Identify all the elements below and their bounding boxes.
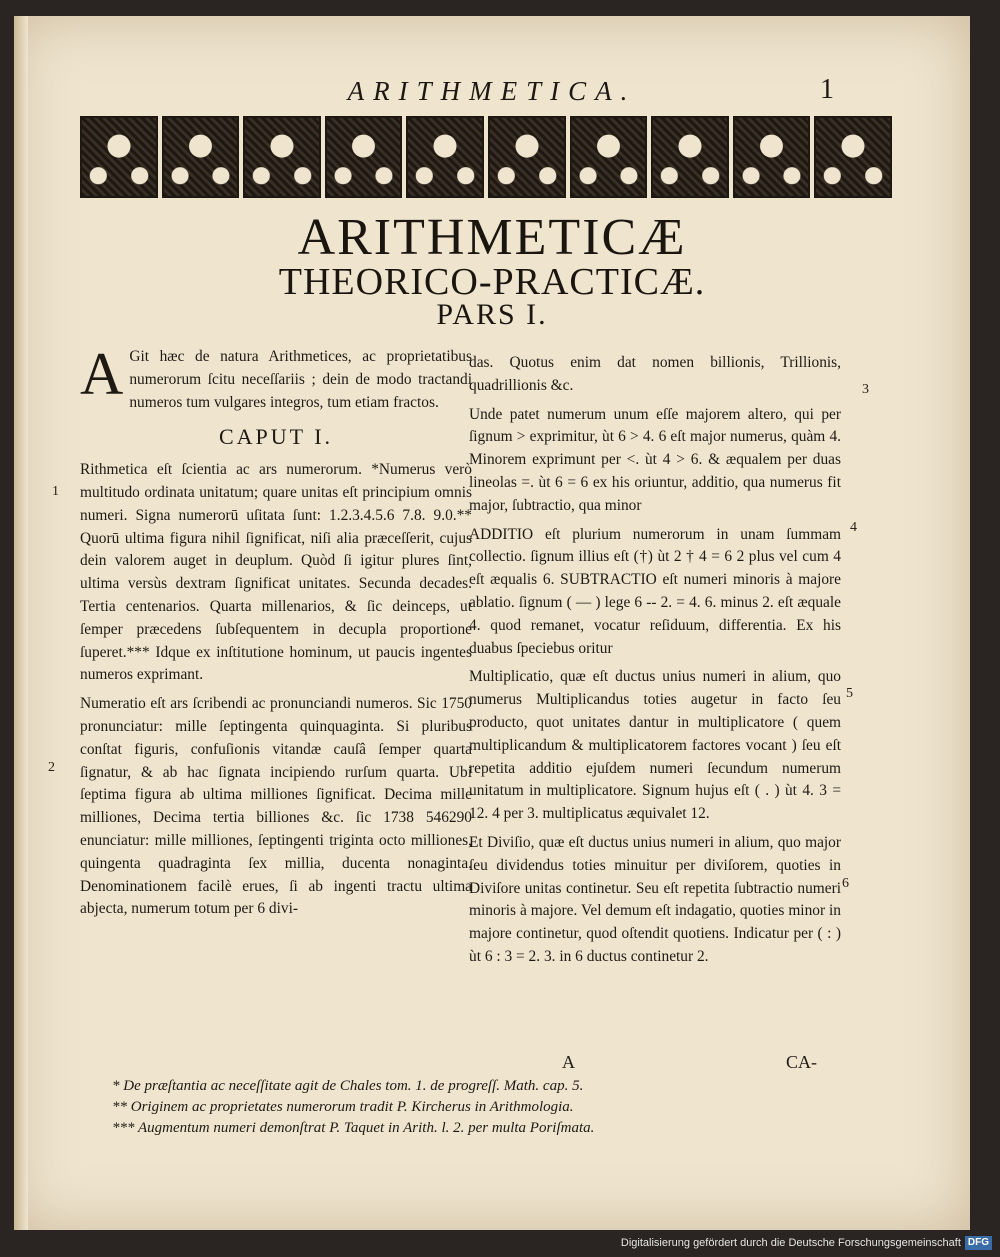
ornament-tile (80, 116, 158, 198)
ornament-tile (733, 116, 811, 198)
drop-cap: A (80, 341, 124, 407)
digitization-text: Digitalisierung gefördert durch die Deutsche Forschungsgemeinschaft (620, 1237, 961, 1249)
margin-note: 3 (862, 382, 869, 397)
ornament-tile (325, 116, 403, 198)
running-head: ARITHMETICA. (347, 76, 637, 106)
title-line-1: ARITHMETICÆ (297, 209, 687, 266)
paragraph-continuation: das. Quotus enim dat nomen billionis, Trillionis, quadrillionis &c. (469, 354, 841, 394)
ornament-tile (243, 116, 321, 198)
book-page (14, 16, 970, 1230)
title-line-3: PARS I. (436, 298, 548, 331)
ornament-tile (570, 116, 648, 198)
catchword: CA- (786, 1052, 817, 1072)
intro-paragraph (80, 341, 472, 414)
margin-note: 1 (52, 484, 59, 499)
margin-note: 4 (850, 520, 857, 535)
ornament-tile (488, 116, 566, 198)
margin-note: 5 (846, 686, 853, 701)
ornament-tile (162, 116, 240, 198)
page-number: 1 (820, 74, 834, 105)
chapter-heading: CAPUT I. (218, 424, 334, 450)
paragraph-multiplicatio: Multiplicatio, quæ eſt ductus unius numeri in alium, quo numerus Multiplicandus toties augetur in facto ſeu producto, quot unitates dantur in multiplicatore ( quem multiplicandum & multiplicatorem factores vocant ) ſeu eſt repetita additio ejuſdem numeri ſecundum numerum unitatum in multiplicatore. Signum hujus eſt ( . ) ùt 4. 3 = 12. 4 per 3. multiplicatus æquivalet 12. (469, 668, 841, 823)
ornament-tile (814, 116, 892, 198)
intro-text: Git hæc de natura Arithmetices, ac proprietatibus numerorum ſcitu neceſſariis ; dein de modo tractandi numeros tum vulgares integros, tum etiam fractos. (129, 348, 472, 411)
title-line-2: THEORICO-PRACTICÆ. (278, 261, 706, 303)
paragraph-additio: ADDITIO eſt plurium numerorum in unam ſummam collectio. ſignum illius eſt (†) ùt 2 † 4 = 6 2 plus vel cum 4 eſt æqualis 6. SUBTRACTIO eſt numeri minoris à majore ablatio. ſignum ( — ) lege 6 -- 2. = 4. 6. minus 2. eſt æquale 4. quod remanet, vocatur reſiduum, differentia. Ex his duabus ſpeciebus oritur (469, 525, 841, 657)
left-column (80, 341, 472, 927)
ornament-tile (406, 116, 484, 198)
paragraph-divisio: Et Diviſio, quæ eſt ductus unius numeri in alium, quo major ſeu dividendus toties minuitur per diviſorem, quoties in Diviſore unitas continetur. Seu eſt repetita ſubtractio numeri minoris à majore. Vel demum eſt indagatio, quoties minor in majore continetur, quod oſtendit quotiens. Indicatur per ( : ) ùt 6 : 3 = 2. 3. in 6 ductus continetur 2. (469, 833, 841, 965)
footnote-1: * De præſtantia ac neceſſitate agit de Chales tom. 1. de progreſſ. Math. cap. 5. (112, 1078, 584, 1094)
digitization-credit (621, 1235, 992, 1251)
page-spine-shadow (14, 16, 28, 1230)
dfg-logo: DFG (965, 1236, 992, 1250)
decorative-ornament-band (80, 116, 892, 194)
ornament-tile (651, 116, 729, 198)
right-column (469, 352, 841, 975)
margin-note: 2 (48, 760, 55, 775)
paragraph-inequality: Unde patet numerum unum eſſe majorem altero, qui per ſignum > exprimitur, ùt 6 > 4. 6 eſt major numerus, quàm 4. Minorem exprimunt per <. ùt 4 > 6. & æqualem per duas lineolas =. ùt 6 = 6 ex his oriuntur, additio, qua numerus fit major, ſubtractio, qua minor (469, 405, 841, 514)
margin-note: 6 (842, 876, 849, 891)
footnotes (112, 1076, 832, 1139)
footnote-3: *** Augmentum numeri demonſtrat P. Taquet in Arith. l. 2. per multa Poriſmata. (112, 1120, 595, 1136)
paragraph-arithmetica: Rithmetica eſt ſcientia ac ars numerorum. *Numerus verò multitudo ordinata unitatum; quare unitas eſt principium omnis numeri. Signa numerorū uſitata ſunt: 1.2.3.4.5.6 7.8. 9.0.** Quorū ultima figura nihil ſignificat, niſi alia præceſſerit, cujus dein valorem auget in deuplum. Quòd ſi igitur plures ſint, ultima versùs dextram ſignificat unitates. Secunda decades. Tertia centenarios. Quarta millenarios, & ſic deinceps, ut ſemper præcedens ſubſequentem in decupla proportione ſuperet.*** Idque ex inſtitutione hominum, ut paucis ingentes numeros exprimant. (80, 461, 472, 684)
signature-mark: A (562, 1052, 575, 1072)
paragraph-numeratio: Numeratio eſt ars ſcribendi ac pronunciandi numeros. Sic 1750 pronunciatur: mille ſeptingenta quinquaginta. Si pluribus conſtat figuris, confuſionis vitandæ cauſâ ſemper quarta ſignatur, & ab hac ſignata incipiendo rurſum quarta. Ubi ſeptima figura ab ultima milliones ſignificat. Decima mille milliones, Decima tertia billiones &c. ſic 1738 546290 enunciatur: mille milliones, ſeptingenti triginta octo milliones, quingenta quadraginta ſex millia, ducenta nonaginta. Denominationem facilè erues, ſi ab ingenti tractu ultima abjecta, numerum totum per 6 divi- (80, 695, 472, 918)
footnote-2: ** Originem ac proprietates numerorum tradit P. Kircherus in Arithmologia. (112, 1099, 574, 1115)
